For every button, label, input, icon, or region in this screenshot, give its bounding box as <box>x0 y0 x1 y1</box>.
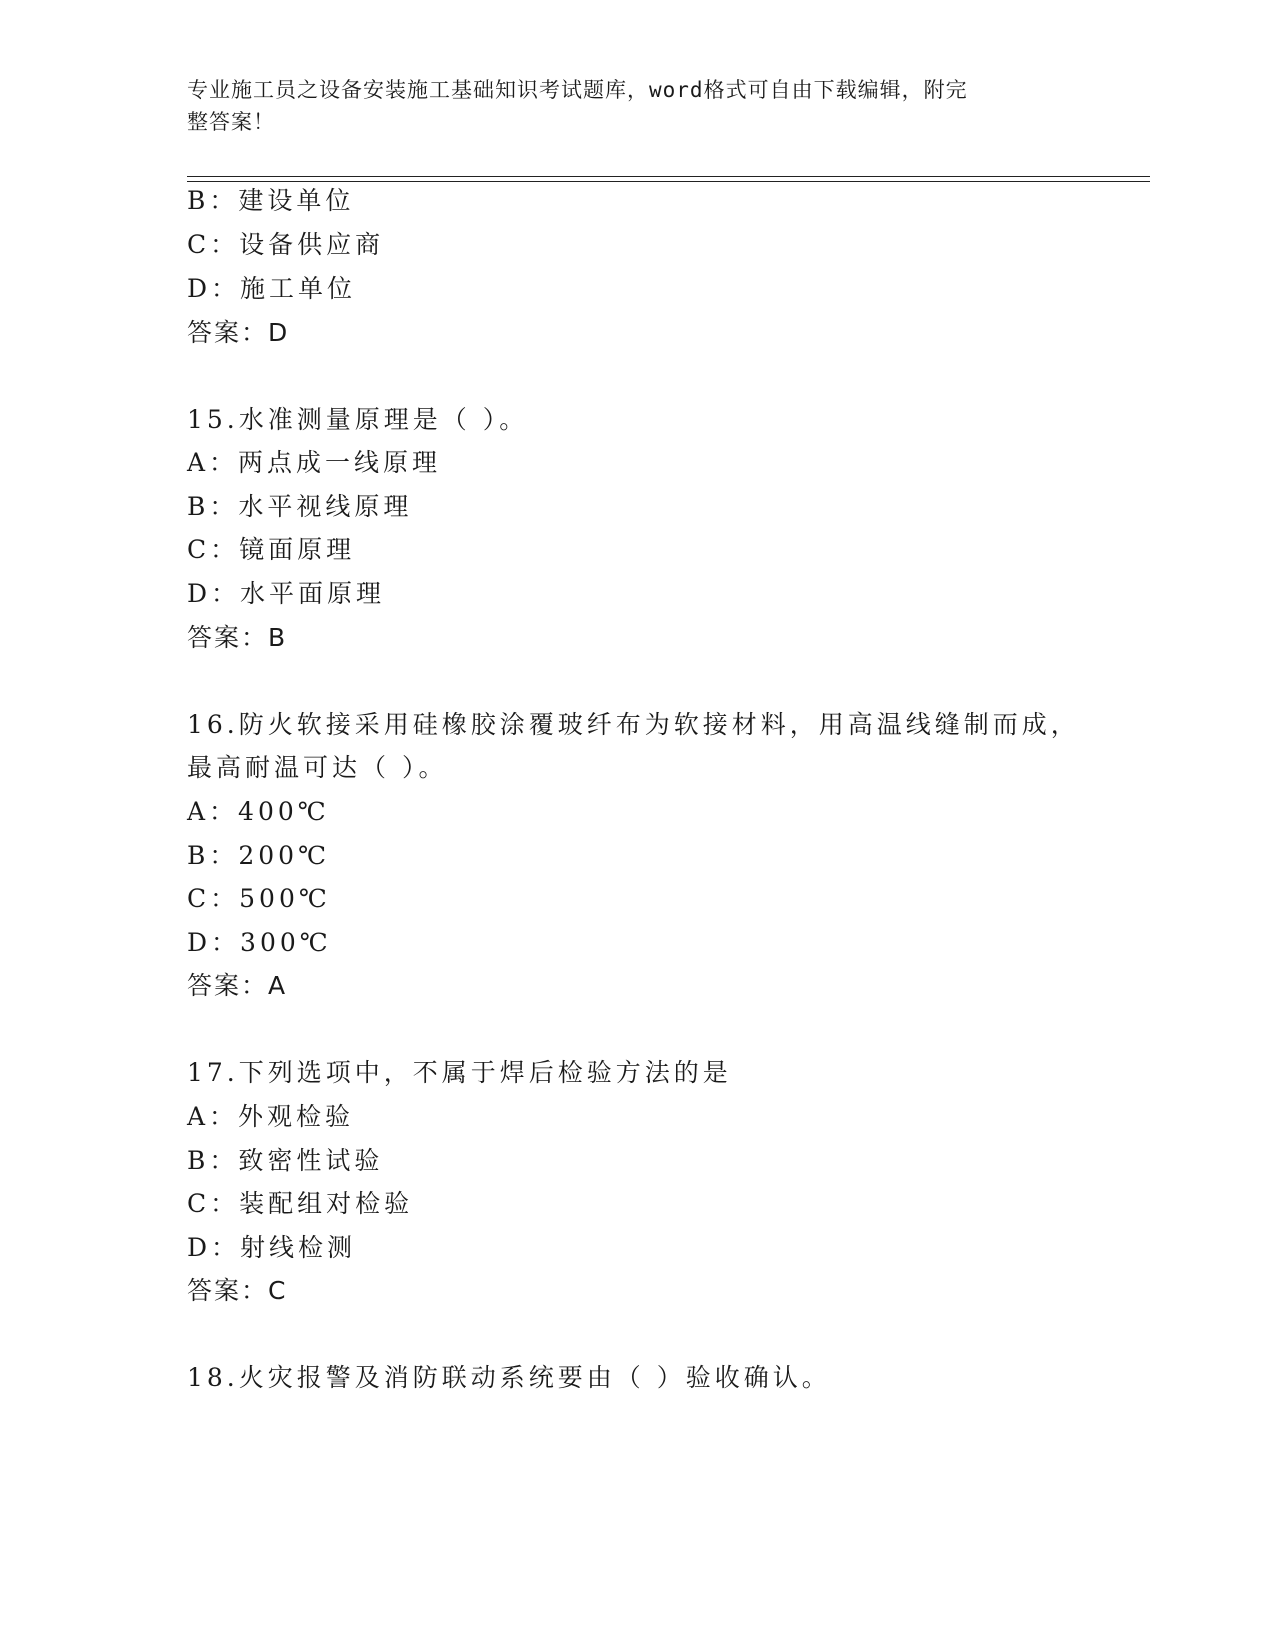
q15-answer: 答案：B <box>187 623 288 652</box>
q16-answer: 答案：A <box>187 971 288 1000</box>
q14-answer: 答案：D <box>187 318 290 347</box>
q14-option-d: D：施工单位 <box>187 274 357 303</box>
q16-option-b: B：200℃ <box>187 841 331 870</box>
q17-question: 17.下列选项中，不属于焊后检验方法的是 <box>187 1058 732 1087</box>
q15-option-d: D：水平面原理 <box>187 579 386 608</box>
q14-option-b: B：建设单位 <box>187 186 355 215</box>
q16-question-line-1: 16.防火软接采用硅橡胶涂覆玻纤布为软接材料，用高温线缝制而成， <box>187 710 1080 739</box>
q17-option-a: A：外观检验 <box>187 1102 355 1131</box>
q15-option-c: C：镜面原理 <box>187 535 356 564</box>
document-header <box>187 74 1067 138</box>
header-divider-top <box>187 176 1150 177</box>
q17-option-c: C：装配组对检验 <box>187 1189 414 1218</box>
q15-question: 15.水准测量原理是（ ）。 <box>187 405 529 434</box>
q16-question-line-2: 最高耐温可达（ ）。 <box>187 753 448 782</box>
q16-option-d: D：300℃ <box>187 928 332 957</box>
header-line-1: 专业施工员之设备安装施工基础知识考试题库，word格式可自由下载编辑，附完 <box>187 78 968 102</box>
q18-question: 18.火灾报警及消防联动系统要由（ ）验收确认。 <box>187 1363 831 1392</box>
q17-answer: 答案：C <box>187 1276 288 1305</box>
q15-option-b: B：水平视线原理 <box>187 492 413 521</box>
q17-option-b: B：致密性试验 <box>187 1146 384 1175</box>
q14-option-c: C：设备供应商 <box>187 230 385 259</box>
q15-option-a: A：两点成一线原理 <box>187 448 442 477</box>
header-divider-bottom <box>187 181 1150 182</box>
q16-option-c: C：500℃ <box>187 884 331 913</box>
header-line-2: 整答案！ <box>187 110 275 134</box>
q16-option-a: A：400℃ <box>187 797 330 826</box>
q17-option-d: D：射线检测 <box>187 1233 357 1262</box>
